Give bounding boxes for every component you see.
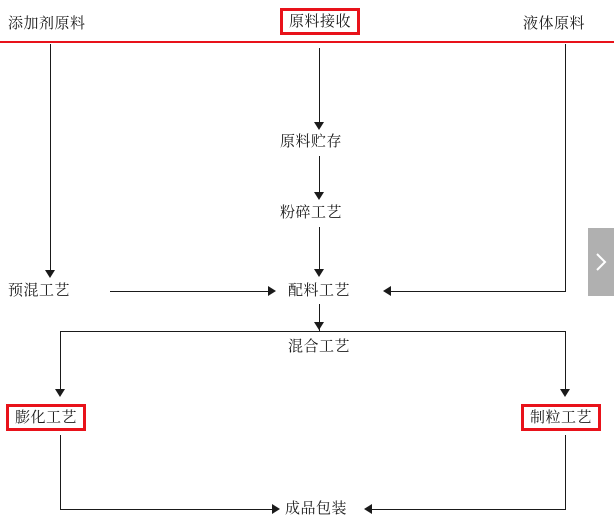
node-batching[interactable]: 配料工艺 [288,282,351,299]
edge-grinding-to-batching-arrowhead [314,269,324,277]
edge-liquid-to-batching-vertical [565,44,566,291]
node-raw-receiving[interactable]: 原料接收 [280,8,360,35]
edge-storage-to-grinding-arrowhead [314,192,324,200]
edge-storage-to-grinding [319,156,320,194]
edge-additive-to-premix-arrowhead [45,270,55,278]
edge-pelleting-to-packaging-vertical [565,435,566,509]
edge-mixing-to-pelleting-top [319,331,565,332]
node-raw-storage[interactable]: 原料贮存 [280,133,343,150]
edge-mixing-to-extrusion-vertical [60,331,61,391]
node-packaging[interactable]: 成品包装 [285,500,348,517]
edge-receiving-to-storage-arrowhead [314,122,324,130]
edge-pelleting-to-packaging-arrowhead [364,504,372,514]
edge-premix-to-batching [110,291,270,292]
edge-pelleting-to-packaging-horizontal [366,509,566,510]
node-pelleting[interactable]: 制粒工艺 [521,404,601,431]
edge-extrusion-to-packaging-horizontal [60,509,275,510]
edge-mixing-to-pelleting-vertical [565,331,566,391]
edge-batching-to-mixing [319,304,320,324]
next-page-button[interactable] [588,228,614,296]
edge-liquid-to-batching-horizontal [385,291,566,292]
edge-extrusion-to-packaging-vertical [60,435,61,509]
edge-grinding-to-batching [319,227,320,271]
node-mixing[interactable]: 混合工艺 [288,338,351,355]
edge-mixing-to-pelleting-arrowhead [560,389,570,397]
edge-extrusion-to-packaging-arrowhead [272,504,280,514]
top-accent-rule [0,41,614,43]
node-extrusion[interactable]: 膨化工艺 [6,404,86,431]
edge-receiving-to-storage [319,48,320,124]
node-grinding[interactable]: 粉碎工艺 [280,204,343,221]
chevron-right-icon [595,252,607,272]
edge-liquid-to-batching-arrowhead [383,286,391,296]
node-premix[interactable]: 预混工艺 [8,282,71,299]
edge-mixing-to-extrusion-arrowhead [55,389,65,397]
node-additive-raw[interactable]: 添加剂原料 [8,15,86,32]
edge-additive-to-premix [50,44,51,272]
edge-premix-to-batching-arrowhead [268,286,276,296]
edge-mixing-to-extrusion-top [60,331,320,332]
node-liquid-raw[interactable]: 液体原料 [523,15,586,32]
